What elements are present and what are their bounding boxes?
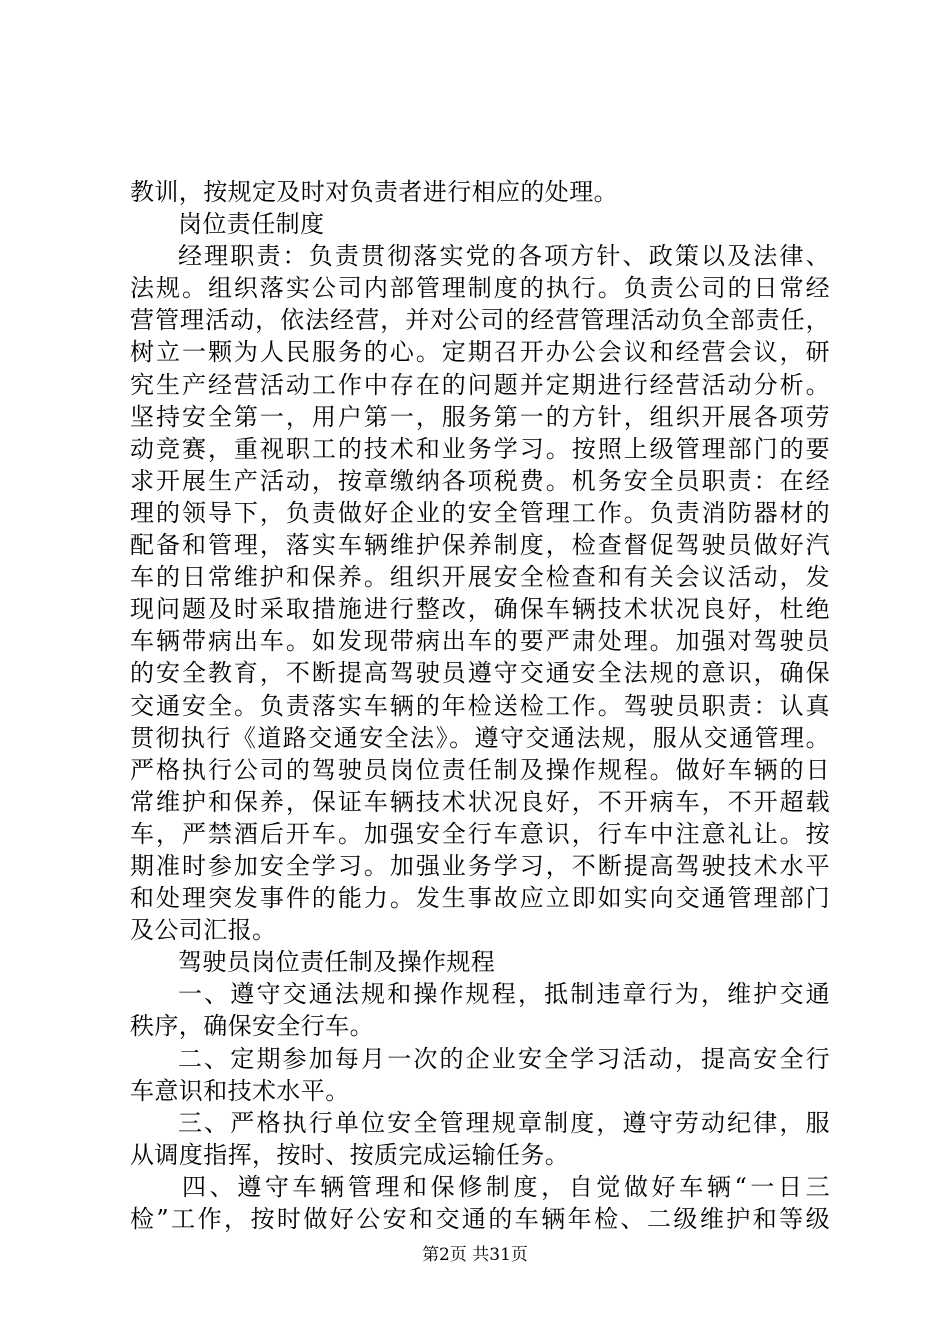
text-line: 车意识和技术水平。 bbox=[130, 1076, 350, 1105]
text-line: 究生产经营活动工作中存在的问题并定期进行经营活动分析。 bbox=[130, 370, 830, 399]
text-line: 求开展生产活动，按章缴纳各项税费。机务安全员职责：在经 bbox=[130, 466, 830, 495]
text-line: 交通安全。负责落实车辆的年检送检工作。驾驶员职责：认真 bbox=[130, 691, 830, 720]
text-line: 四、遵守车辆管理和保修制度，自觉做好车辆“一日三 bbox=[182, 1172, 830, 1201]
text-line: 理的领导下，负责做好企业的安全管理工作。负责消防器材的 bbox=[130, 498, 830, 527]
text-line: 严格执行公司的驾驶员岗位责任制及操作规程。做好车辆的日 bbox=[130, 755, 830, 784]
text-line: 法规。组织落实公司内部管理制度的执行。负责公司的日常经 bbox=[130, 274, 830, 303]
page-number-footer: 第2页 共31页 bbox=[422, 1245, 528, 1265]
text-line: 教训，按规定及时对负责者进行相应的处理。 bbox=[130, 178, 618, 206]
text-line: 坚持安全第一，用户第一，服务第一的方针，组织开展各项劳 bbox=[130, 402, 830, 431]
text-line: 三、严格执行单位安全管理规章制度，遵守劳动纪律，服 bbox=[178, 1108, 830, 1137]
section-heading: 岗位责任制度 bbox=[178, 210, 325, 239]
text-line: 配备和管理，落实车辆维护保养制度，检查督促驾驶员做好汽 bbox=[130, 531, 830, 560]
text-line: 现问题及时采取措施进行整改，确保车辆技术状况良好，杜绝 bbox=[130, 595, 830, 624]
text-line: 和处理突发事件的能力。发生事故应立即如实向交通管理部门 bbox=[130, 884, 830, 913]
text-line: 二、定期参加每月一次的企业安全学习活动，提高安全行 bbox=[178, 1044, 830, 1073]
text-line: 车的日常维护和保养。组织开展安全检查和有关会议活动，发 bbox=[130, 563, 830, 592]
section-heading: 驾驶员岗位责任制及操作规程 bbox=[178, 948, 496, 977]
text-line: 树立一颗为人民服务的心。定期召开办公会议和经营会议，研 bbox=[130, 338, 830, 367]
text-line: 经理职责：负责贯彻落实党的各项方针、政策以及法律、 bbox=[178, 242, 830, 271]
text-line: 的安全教育，不断提高驾驶员遵守交通安全法规的意识，确保 bbox=[130, 659, 830, 688]
text-line: 秩序，确保安全行车。 bbox=[130, 1012, 374, 1041]
text-line: 检”工作，按时做好公安和交通的车辆年检、二级维护和等级 bbox=[130, 1205, 830, 1233]
text-line: 动竞赛，重视职工的技术和业务学习。按照上级管理部门的要 bbox=[130, 434, 830, 463]
document-body bbox=[130, 176, 830, 1235]
text-line: 一、遵守交通法规和操作规程，抵制违章行为，维护交通 bbox=[178, 980, 830, 1009]
text-line: 车，严禁酒后开车。加强安全行车意识，行车中注意礼让。按 bbox=[130, 819, 830, 848]
text-line: 期准时参加安全学习。加强业务学习，不断提高驾驶技术水平 bbox=[130, 851, 830, 880]
text-line: 贯彻执行《道路交通安全法》。遵守交通法规，服从交通管理。 bbox=[130, 723, 830, 752]
text-line: 营管理活动，依法经营，并对公司的经营管理活动负全部责任， bbox=[130, 306, 830, 335]
text-line: 车辆带病出车。如发现带病出车的要严肃处理。加强对驾驶员 bbox=[130, 627, 830, 656]
text-line: 从调度指挥，按时、按质完成运输任务。 bbox=[130, 1140, 570, 1169]
text-line: 及公司汇报。 bbox=[130, 916, 277, 945]
text-line: 常维护和保养，保证车辆技术状况良好，不开病车，不开超载 bbox=[130, 787, 830, 816]
